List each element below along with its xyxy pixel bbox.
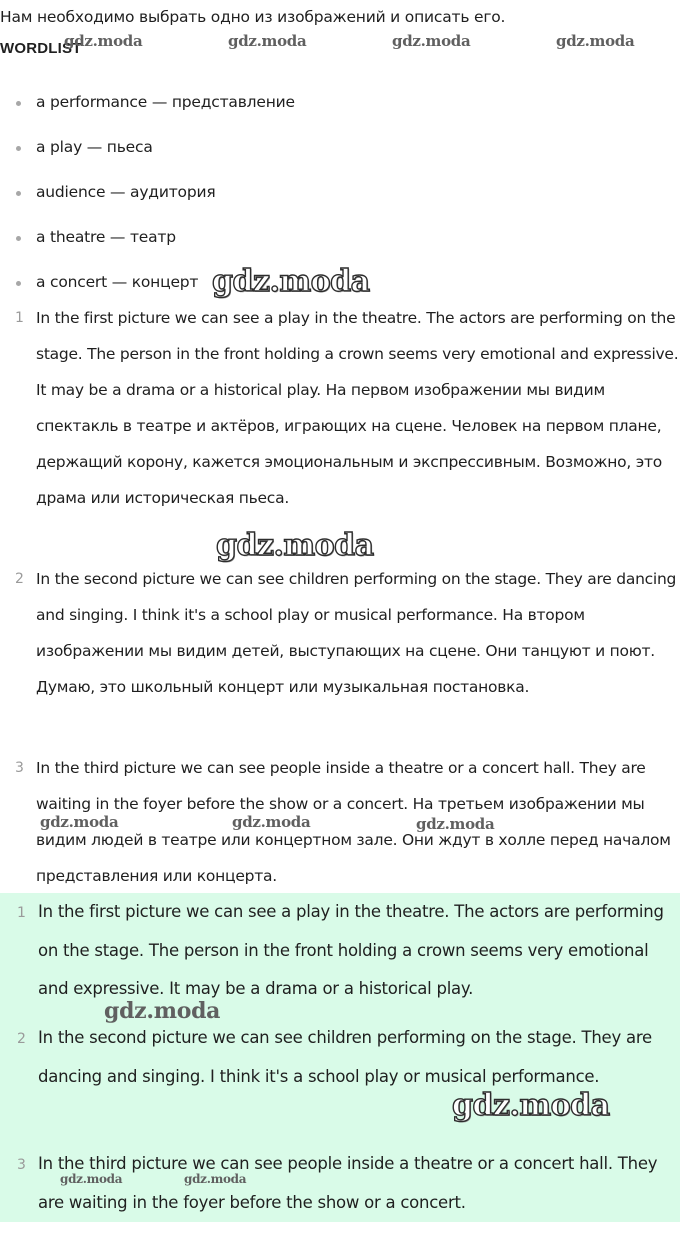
watermark: gdz.moda <box>40 813 119 831</box>
item-number: 1 <box>17 905 26 921</box>
watermark: gdz.moda <box>228 32 307 50</box>
intro-text: Нам необходимо выбрать одно из изображений и описать его. <box>0 8 506 26</box>
watermark: gdz.moda <box>212 264 370 299</box>
watermark: gdz.moda <box>232 813 311 831</box>
wordlist-title: WORDLIST <box>0 40 82 57</box>
word-text: audience — аудитория <box>36 183 216 201</box>
answer-text: In the first picture we can see a play in the theatre. The actors are performing on the stage. The person in the front holding a crown seems very emotional and expressive. It may be a drama or a historical play. На первом изображении мы видим спектакль в театре и актёров, играющих на сцене. Человек на первом плане, держащий корону, кажется эмоциональным и экспрессивным. Возможно, это драма или историческая пьеса. <box>36 309 679 507</box>
watermark: gdz.moda <box>452 1088 610 1123</box>
watermark: gdz.moda <box>64 32 143 50</box>
watermark: gdz.moda <box>184 1172 247 1186</box>
answer-text: In the third picture we can see people inside a theatre or a concert hall. They are waiting in the foyer before the show or a concert. На третьем изображении мы видим людей в театре или концертном зале. Они ждут в холле перед началом представления или концерта. <box>36 759 671 885</box>
watermark: gdz.moda <box>104 998 221 1024</box>
answer-text: In the second picture we can see children performing on the stage. They are dancing and singing. I think it's a school play or musical performance. На втором изображении мы видим детей, выступающих на сцене. Они танцуют и поют. Думаю, это школьный концерт или музыкальная постановка. <box>36 570 677 696</box>
watermark: gdz.moda <box>216 528 374 563</box>
word-text: a concert — концерт <box>36 273 199 291</box>
item-number: 1 <box>15 310 24 326</box>
word-text: a performance — представление <box>36 93 295 111</box>
item-number: 2 <box>15 571 24 587</box>
word-text: a play — пьеса <box>36 138 153 156</box>
bullet-icon <box>16 146 21 151</box>
summary-text: In the first picture we can see a play in the theatre. The actors are performing on the stage. The person in the front holding a crown seems very emotional and expressive. It may be a drama or a historical play. <box>38 902 664 998</box>
item-number: 3 <box>17 1157 26 1173</box>
bullet-icon <box>16 191 21 196</box>
bullet-icon <box>16 101 21 106</box>
word-text: a theatre — театр <box>36 228 176 246</box>
item-number: 2 <box>17 1031 26 1047</box>
bullet-icon <box>16 236 21 241</box>
watermark: gdz.moda <box>60 1172 123 1186</box>
item-number: 3 <box>15 760 24 776</box>
watermark: gdz.moda <box>392 32 471 50</box>
watermark: gdz.moda <box>556 32 635 50</box>
bullet-icon <box>16 281 21 286</box>
summary-text: In the third picture we can see people inside a theatre or a concert hall. They are waiting in the foyer before the show or a concert. <box>38 1154 658 1212</box>
summary-text: In the second picture we can see children performing on the stage. They are dancing and singing. I think it's a school play or musical performance. <box>38 1028 652 1086</box>
watermark: gdz.moda <box>416 815 495 833</box>
